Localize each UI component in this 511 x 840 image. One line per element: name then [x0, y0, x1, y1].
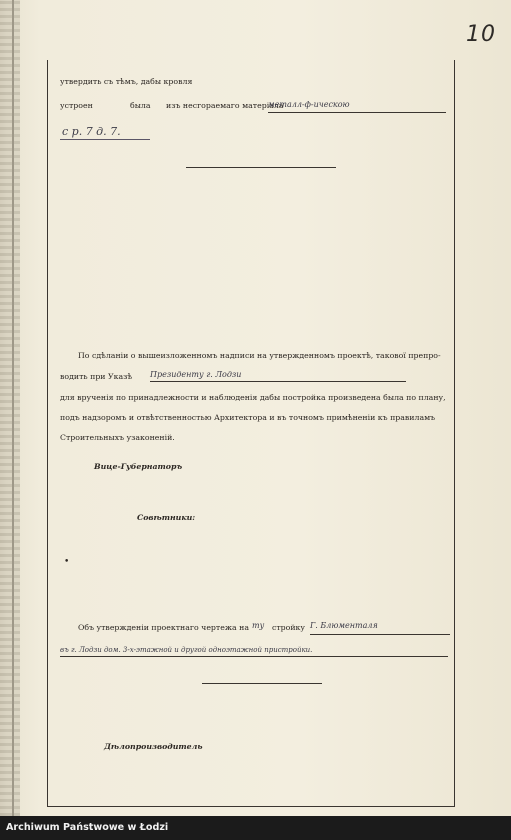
text-para-line2: водить при Указѣ — [60, 372, 133, 381]
fill-line-material — [268, 112, 446, 113]
text-para-line5: Строительныхъ узаконеній. — [60, 433, 175, 442]
binding-edge — [0, 0, 20, 816]
text-para-line3: для врученія по принадлежности и наблюденія дабы постройка произведена была по плану, — [60, 393, 446, 402]
page-number: 10 — [466, 22, 496, 47]
divider-2 — [202, 683, 322, 684]
text-was: была — [130, 101, 151, 110]
handwritten-approval-a: ту — [252, 621, 265, 630]
fill-line-approval-2 — [60, 656, 448, 657]
binding-thread — [12, 0, 14, 816]
text-roof-line: утвердить съ тѣмъ, дабы кровля — [60, 77, 193, 86]
handwritten-ref: с р. 7 д. 7. — [62, 125, 121, 138]
text-approval-build: стройку — [272, 623, 306, 632]
vice-governor-label: Вице-Губернаторъ — [94, 462, 183, 471]
handwritten-material: металл-ф-ическою — [268, 100, 350, 109]
fill-line-approval-1 — [310, 634, 450, 635]
handwritten-addressee: Президенту г. Лодзи — [150, 370, 242, 379]
fill-line-ref — [60, 139, 150, 140]
text-material: изъ несгораемаго матеріала — [166, 101, 284, 110]
divider-1 — [186, 167, 336, 168]
handwritten-approval-b: Г. Блюменталя — [310, 621, 378, 630]
advisors-label: Совѣтники: — [137, 513, 196, 522]
fill-line-addressee — [150, 381, 406, 382]
text-para-line1: По сдѣланіи о вышеизложенномъ надписи на утвержденномъ проектѣ, такової препро- — [78, 351, 441, 360]
archive-footer: Archiwum Państwowe w Łodzi — [0, 816, 511, 840]
handwritten-approval-line2: въ г. Лодзи дом. 3-х-этажной и другой одноэтажной пристройки. — [60, 646, 313, 654]
clerk-label: Дѣлопроизводитель — [104, 742, 203, 751]
text-para-line4: подъ надзоромъ и отвѣтственностью Архитектора и въ точномъ примѣненіи къ правиламъ — [60, 413, 436, 422]
text-approval-line1: Объ утвержденіи проектнаго чертежа на — [78, 623, 249, 632]
text-built-prefix: устроен — [60, 101, 93, 110]
dot-mark: • — [64, 557, 70, 567]
